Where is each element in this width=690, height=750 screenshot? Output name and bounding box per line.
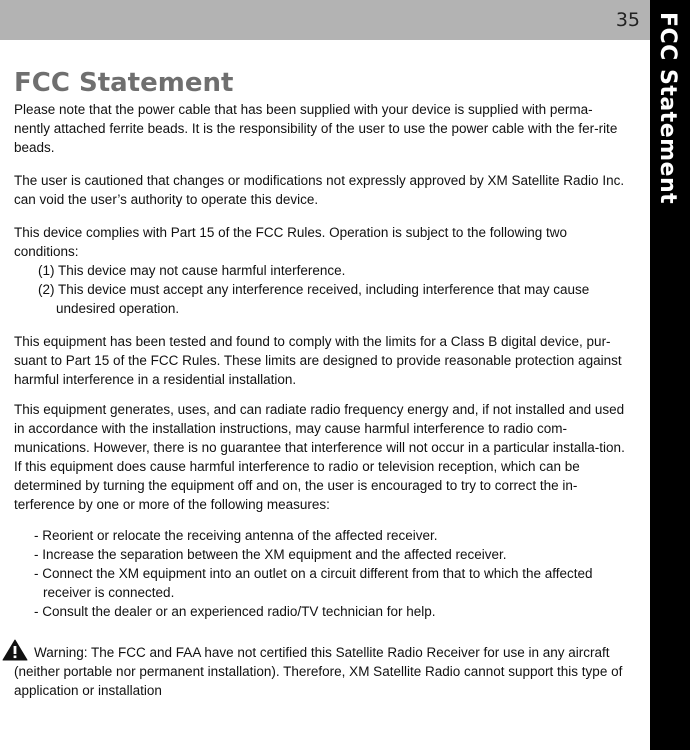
list-item: (2) This device must accept any interference received, including interference that may cause undesired operation.	[38, 282, 590, 316]
page-number: 35	[615, 9, 640, 31]
measures-list	[34, 526, 626, 621]
list-item: - Consult the dealer or an experienced radio/TV technician for help.	[34, 604, 436, 619]
list-item: (1) This device may not cause harmful interference.	[38, 263, 346, 278]
class-b-paragraph: This equipment has been tested and found to comply with the limits for a Class B digital device, pur-suant to Part 15 of the FCC Rules. These limits are designed to provide reasonable protection against harmful interference in a residential installation.	[14, 334, 622, 387]
side-tab	[650, 0, 690, 750]
interference-paragraph: This equipment generates, uses, and can radiate radio frequency energy and, if not installed and used in accordance with the installation instructions, may cause harmful interference to radio com-munications. However, there is no guarantee that interference will not occur in a particular installa-tion. If this equipment does cause harmful interference to radio or television reception, which can be determined by turning the equipment off and on, the user is encouraged to try to correct the in-terference by one or more of the following measures:	[14, 402, 625, 512]
list-item: - Reorient or relocate the receiving antenna of the affected receiver.	[34, 528, 438, 543]
compliance-paragraph: This device complies with Part 15 of the FCC Rules. Operation is subject to the following two conditions:	[14, 225, 567, 259]
side-tab-label: FCC Statement	[655, 12, 680, 205]
warning-triangle-icon	[2, 639, 28, 661]
header-bar	[0, 0, 650, 40]
warning-text: Warning: The FCC and FAA have not certified this Satellite Radio Receiver for use in any aircraft (neither portable nor permanent installation). Therefore, XM Satellite Radio cannot support this type of application or installation	[14, 645, 623, 698]
conditions-list	[38, 261, 626, 318]
ferrite-paragraph: Please note that the power cable that has been supplied with your device is supplied with perma-nently attached ferrite beads. It is the responsibility of the user to use the power cable with the fer-rite beads.	[14, 102, 618, 155]
modifications-paragraph: The user is cautioned that changes or modifications not expressly approved by XM Satellite Radio Inc. can void the user’s authority to operate this device.	[14, 173, 625, 207]
warning-note	[14, 639, 626, 700]
page-title: FCC Statement	[14, 68, 234, 98]
list-item: - Connect the XM equipment into an outlet on a circuit different from that to which the affected receiver is connected.	[34, 566, 593, 600]
list-item: - Increase the separation between the XM equipment and the affected receiver.	[34, 547, 507, 562]
document-body	[14, 68, 626, 700]
